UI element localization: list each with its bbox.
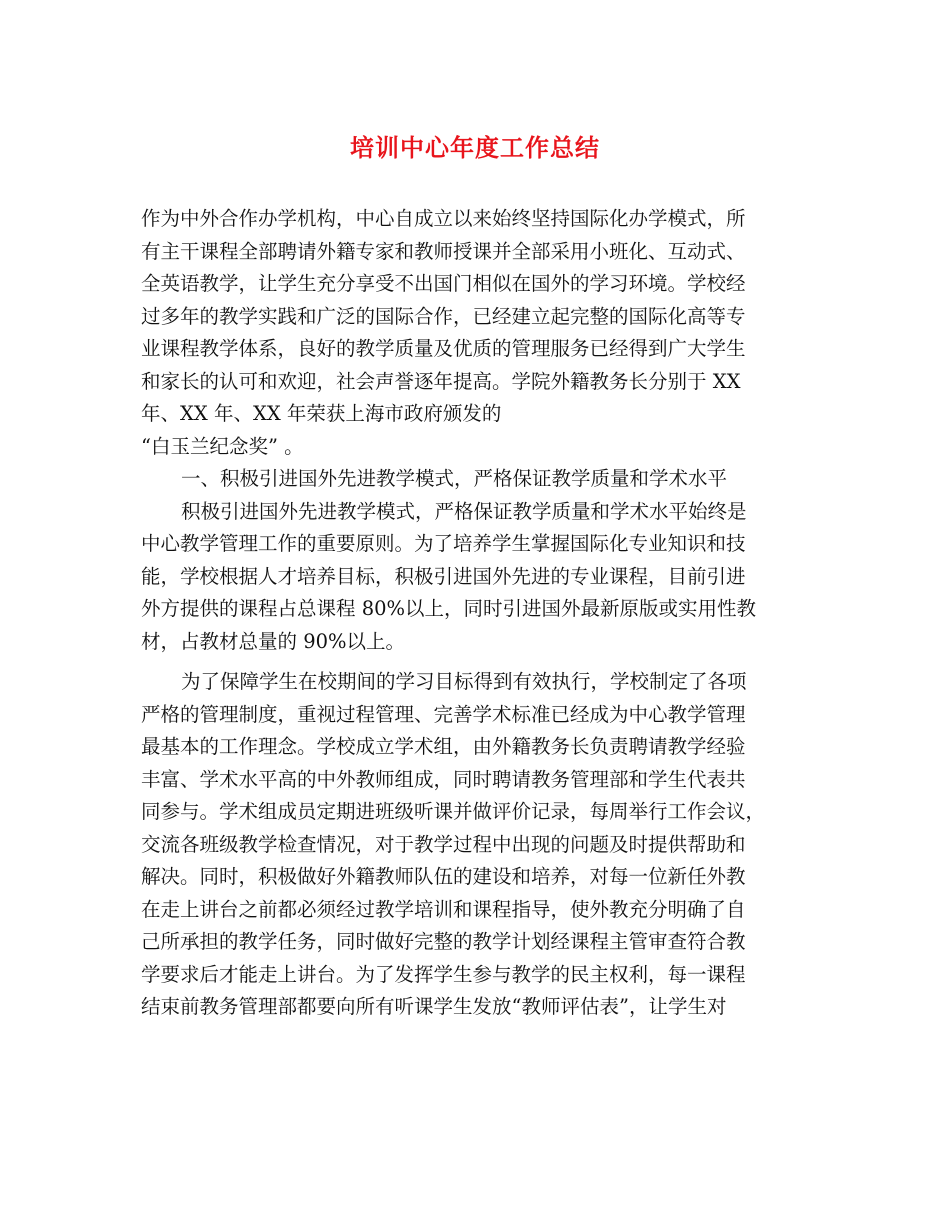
text-line: 和家长的认可和欢迎，社会声誉逐年提高。学院外籍教务长分别于 XX <box>141 369 741 393</box>
text-line: 己所承担的教学任务，同时做好完整的教学计划经课程主管审查符合教 <box>141 930 746 953</box>
text-line: 外方提供的课程占总课程 80%以上，同时引进国外最新原版或实用性教 <box>141 597 757 620</box>
text-line: 解决。同时，积极做好外籍教师队伍的建设和培养，对每一位新任外教 <box>141 865 746 888</box>
paragraph-gap <box>141 658 821 666</box>
text-line: 严格的管理制度，重视过程管理、完善学术标准已经成为中心教学管理 <box>141 702 746 726</box>
text-line: 结束前教务管理部都要向所有听课学生发放“教师评估表”，让学生对 <box>141 995 727 1018</box>
text-line: 能，学校根据人才培养目标，积极引进国外先进的专业课程，目前引进 <box>141 564 746 588</box>
text-line: 中心教学管理工作的重要原则。为了培养学生掌握国际化专业知识和技 <box>141 532 746 555</box>
text-line: 全英语教学，让学生充分享受不出国门相似在国外的学习环境。学校经 <box>141 272 746 295</box>
text-line: 业课程教学体系，良好的教学质量及优质的管理服务已经得到广大学生 <box>141 337 746 360</box>
document-body <box>141 203 821 1024</box>
section-heading: 一、积极引进国外先进教学模式，严格保证教学质量和学术水平 <box>181 467 728 490</box>
text-line: 学要求后才能走上讲台。为了发挥学生参与教学的民主权利，每一课程 <box>141 962 746 986</box>
text-line: 同参与。学术组成员定期进班级听课并做评价记录，每周举行工作会议， <box>141 800 766 823</box>
text-line: 作为中外合作办学机构，中心自成立以来始终坚持国际化办学模式，所 <box>141 207 746 230</box>
text-line: 积极引进国外先进教学模式，严格保证教学质量和学术水平始终是 <box>181 499 747 523</box>
text-line: 在走上讲台之前都必须经过教学培训和课程指导，使外教充分明确了自 <box>141 897 746 921</box>
text-line: “白玉兰纪念奖” 。 <box>141 434 304 458</box>
text-line: 年、XX 年、XX 年荣获上海市政府颁发的 <box>141 402 502 425</box>
text-line: 材，占教材总量的 90%以上。 <box>141 629 406 653</box>
text-line: 最基本的工作理念。学校成立学术组，由外籍教务长负责聘请教学经验 <box>141 735 746 758</box>
text-line: 丰富、学术水平高的中外教师组成，同时聘请教务管理部和学生代表共 <box>141 767 746 791</box>
document-title: 培训中心年度工作总结 <box>350 134 600 162</box>
text-line: 有主干课程全部聘请外籍专家和教师授课并全部采用小班化、互动式、 <box>141 239 746 263</box>
text-line: 交流各班级教学检查情况，对于教学过程中出现的问题及时提供帮助和 <box>141 832 746 856</box>
text-line: 为了保障学生在校期间的学习目标得到有效执行，学校制定了各项 <box>181 670 747 693</box>
text-line: 过多年的教学实践和广泛的国际合作，已经建立起完整的国际化高等专 <box>141 304 746 328</box>
